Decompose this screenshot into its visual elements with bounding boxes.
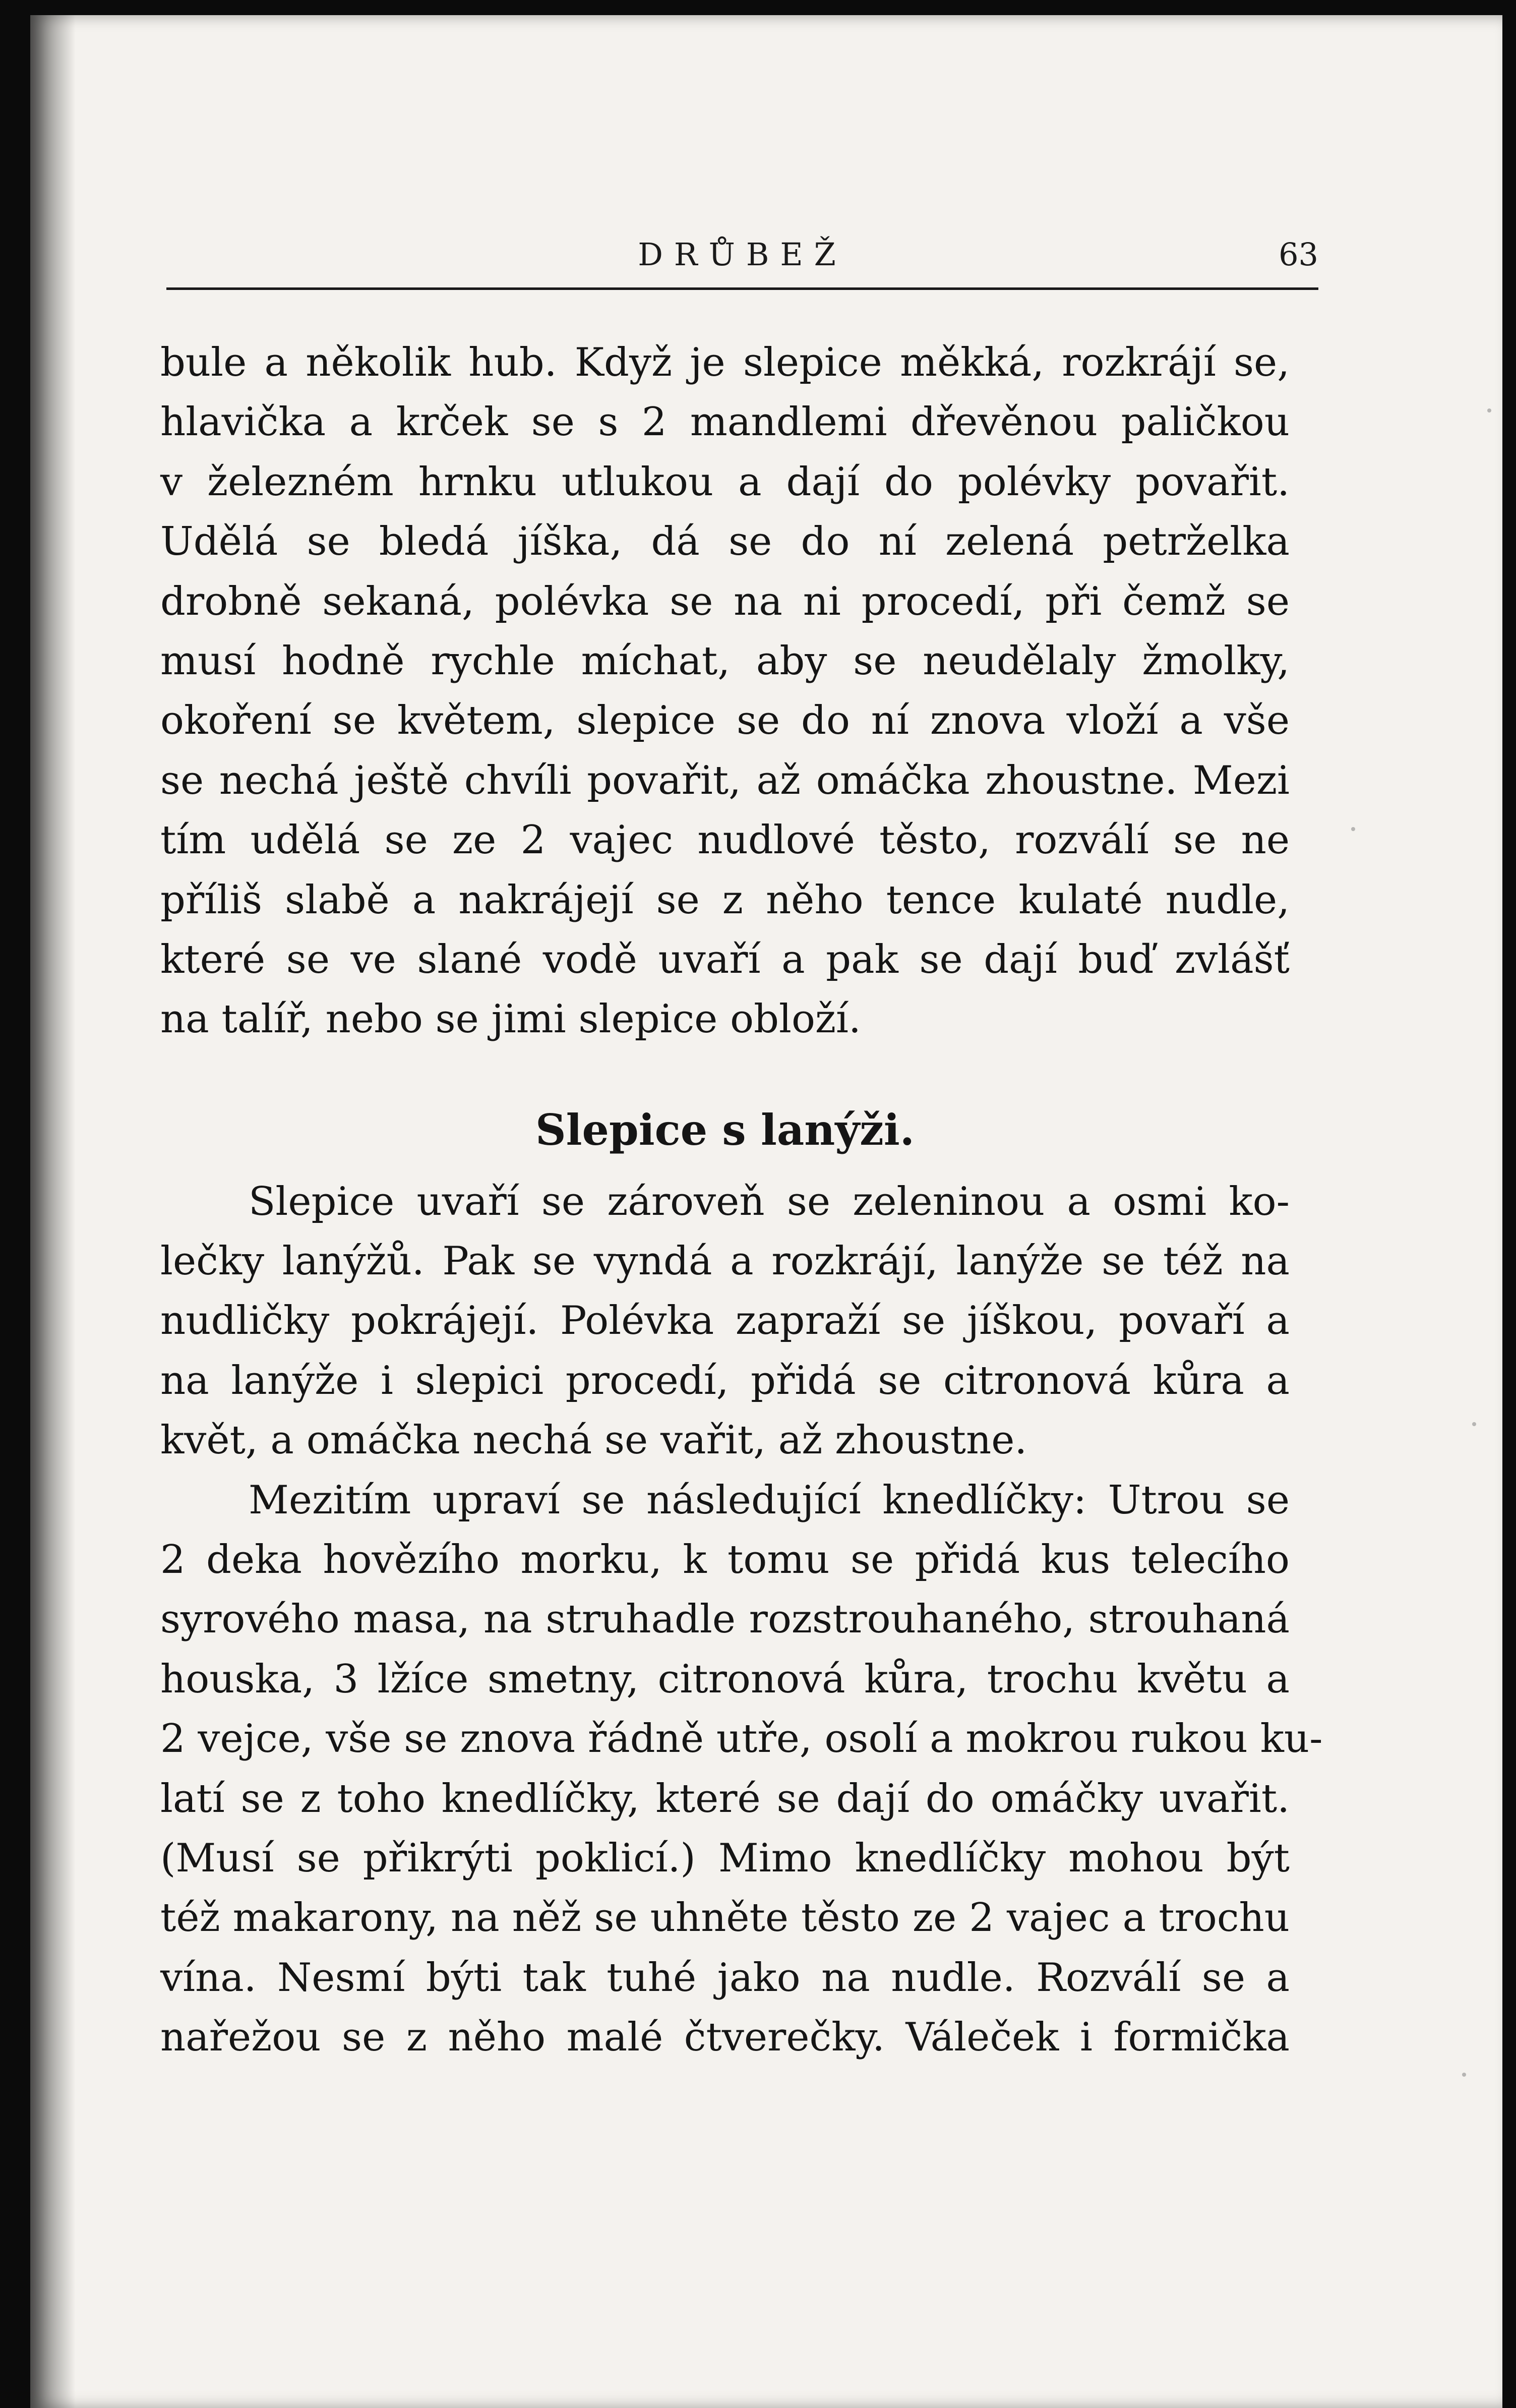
paper-speck bbox=[1462, 2073, 1466, 2077]
text-line: nařežou se z něho malé čtverečky. Váleček i formička bbox=[160, 2015, 1290, 2061]
paragraph bbox=[160, 1172, 1290, 1471]
text-line: Mezitím upraví se následující knedlíčky: Utrou se bbox=[249, 1477, 1290, 1523]
section-heading: Slepice s lanýži. bbox=[535, 1104, 915, 1155]
text-line: též makarony, na něž se uhněte těsto ze 2 vajec a trochu bbox=[160, 1895, 1290, 1941]
page-body bbox=[160, 333, 1323, 2068]
text-line: vína. Nesmí býti tak tuhé jako na nudle. Rozválí se a bbox=[160, 1955, 1290, 2001]
page-number: 63 bbox=[1279, 236, 1318, 273]
text-line: se nechá ještě chvíli povařit, až omáčka zhoustne. Mezi bbox=[160, 757, 1290, 803]
paragraph bbox=[160, 1471, 1323, 2068]
text-line: houska, 3 lžíce smetny, citronová kůra, trochu květu a bbox=[160, 1656, 1290, 1702]
paper-speck bbox=[1351, 827, 1355, 831]
paper-speck bbox=[1487, 408, 1491, 413]
text-line: bule a několik hub. Když je slepice měkká, rozkrájí se, bbox=[160, 340, 1290, 385]
text-line: musí hodně rychle míchat, aby se neudělaly žmolky, bbox=[160, 638, 1290, 684]
text-line: drobně sekaná, polévka se na ni procedí, při čemž se bbox=[160, 578, 1290, 624]
text-line: lečky lanýžů. Pak se vyndá a rozkrájí, lanýže se též na bbox=[160, 1239, 1290, 1284]
text-line: tím udělá se ze 2 vajec nudlové těsto, rozválí se ne bbox=[160, 817, 1290, 863]
text-line: v železném hrnku utlukou a dají do polévky povařit. bbox=[160, 459, 1290, 505]
text-line: květ, a omáčka nechá se vařit, až zhoustne. bbox=[160, 1418, 1027, 1463]
running-header bbox=[166, 232, 1318, 290]
text-line: 2 deka hovězího morku, k tomu se přidá kus telecího bbox=[160, 1537, 1290, 1583]
text-line: okoření se květem, slepice se do ní znova vloží a vše bbox=[160, 698, 1290, 744]
paper-speck bbox=[1472, 1422, 1476, 1426]
paragraph bbox=[160, 333, 1290, 1049]
text-line: na talíř, nebo se jimi slepice obloží. bbox=[160, 996, 861, 1042]
text-line: (Musí se přikrýti poklicí.) Mimo knedlíčky mohou být bbox=[160, 1835, 1290, 1881]
text-line: Udělá se bledá jíška, dá se do ní zelená petrželka bbox=[160, 519, 1290, 565]
chapter-title: DRŮBEŽ bbox=[638, 236, 847, 273]
text-line: Slepice uvaří se zároveň se zeleninou a osmi ko- bbox=[249, 1179, 1290, 1224]
text-line: nudličky pokrájejí. Polévka zapraží se jíškou, povaří a bbox=[160, 1298, 1290, 1344]
text-line: na lanýže i slepici procedí, přidá se citronová kůra a bbox=[160, 1358, 1290, 1403]
text-line: které se ve slané vodě uvaří a pak se dají buď zvlášť bbox=[160, 936, 1290, 982]
text-line: syrového masa, na struhadle rozstrouhaného, strouhaná bbox=[160, 1597, 1290, 1642]
spine-shadow bbox=[30, 15, 76, 2408]
text-line: 2 vejce, vše se znova řádně utře, osolí a mokrou rukou ku- bbox=[160, 1716, 1323, 1762]
text-line: hlavička a krček se s 2 mandlemi dřevěnou paličkou bbox=[160, 399, 1290, 445]
text-line: latí se z toho knedlíčky, které se dají do omáčky uvařit. bbox=[160, 1776, 1290, 1822]
text-line: příliš slabě a nakrájejí se z něho tence kulaté nudle, bbox=[160, 877, 1290, 923]
